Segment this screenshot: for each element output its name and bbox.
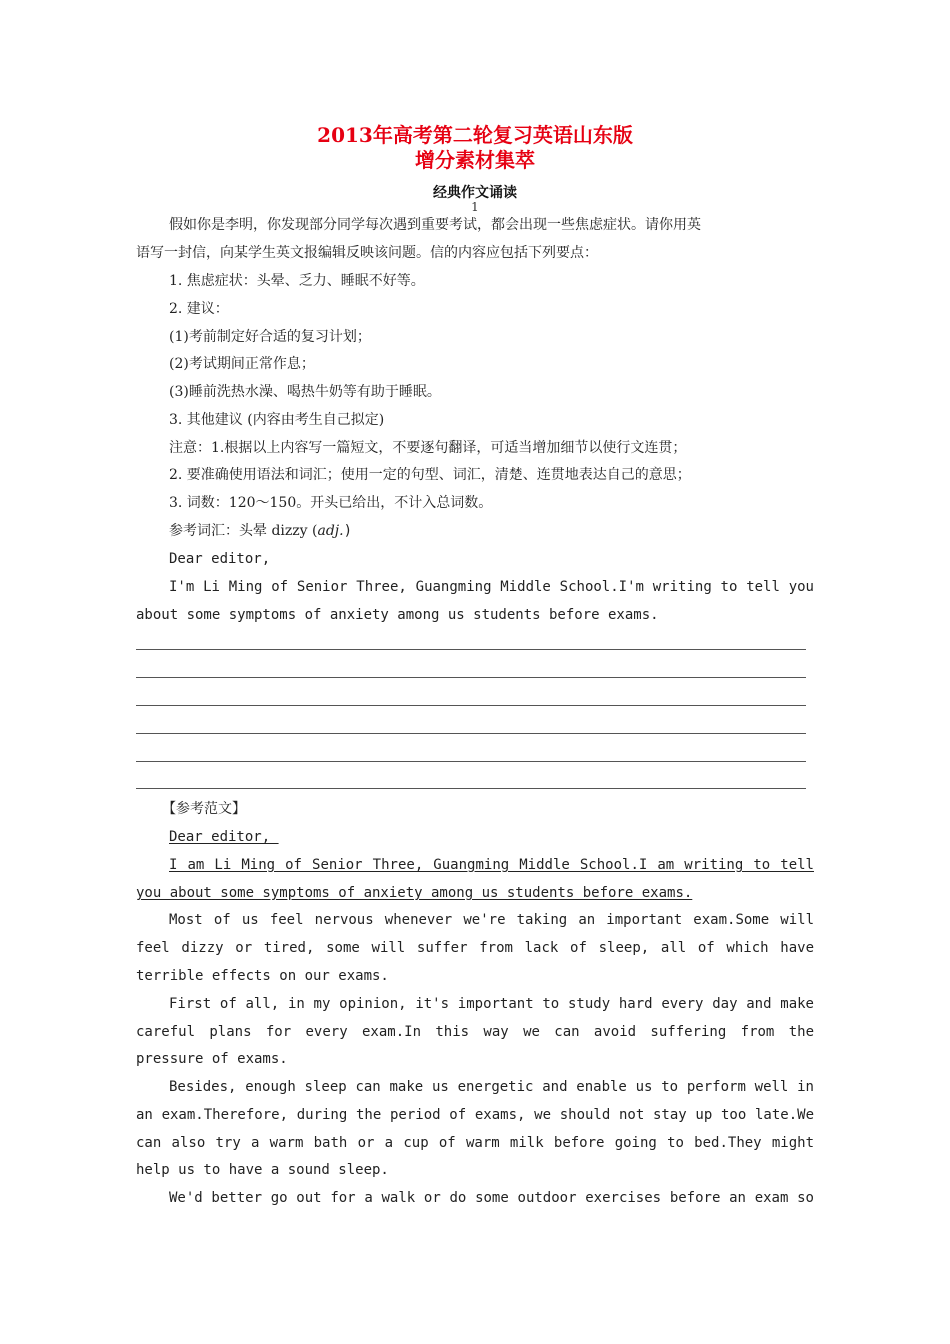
section-title: 经典作文诵读 bbox=[433, 185, 517, 201]
prompt-sub-1: (1)考前制定好合适的复习计划； bbox=[169, 329, 371, 345]
model-p5-line1: We'd better go out for a walk or do some outdoor exercises before an exam so bbox=[169, 1190, 814, 1206]
model-greeting: Dear editor, bbox=[169, 829, 279, 845]
model-p2-line3: terrible effects on our exams. bbox=[136, 968, 389, 984]
prompt-intro-line2: 语写一封信，向某学生英文报编辑反映该问题。信的内容应包括下列要点： bbox=[136, 245, 598, 261]
vocab-pos: adj. bbox=[317, 523, 344, 539]
answer-line bbox=[136, 649, 806, 650]
doc-title-line2: 增分素材集萃 bbox=[415, 148, 535, 172]
prompt-sub-2: (2)考试期间正常作息； bbox=[169, 356, 315, 372]
model-p2-line2: feel dizzy or tired, some will suffer from lack of sleep, all of which have bbox=[136, 940, 814, 956]
vocab-suffix: ) bbox=[343, 523, 353, 539]
answer-line bbox=[136, 705, 806, 706]
model-p4-line3: can also try a warm bath or a cup of warm milk before going to bed.They might bbox=[136, 1135, 814, 1151]
model-essay-label: 【参考范文】 bbox=[162, 801, 246, 817]
answer-line bbox=[136, 677, 806, 678]
prompt-sub-3: (3)睡前洗热水澡、喝热牛奶等有助于睡眠。 bbox=[169, 384, 441, 400]
answer-line bbox=[136, 761, 806, 762]
prompt-point-2: 2. 建议： bbox=[169, 301, 229, 317]
section-number: 1 bbox=[471, 200, 479, 214]
prompt-intro-line1: 假如你是李明，你发现部分同学每次遇到重要考试，都会出现一些焦虑症状。请你用英 bbox=[169, 217, 701, 233]
answer-line bbox=[136, 733, 806, 734]
prompt-opening-line2: about some symptoms of anxiety among us students before exams. bbox=[136, 607, 659, 623]
model-p3-line3: pressure of exams. bbox=[136, 1051, 288, 1067]
answer-line bbox=[136, 788, 806, 789]
prompt-note-3: 3. 词数：120～150。开头已给出，不计入总词数。 bbox=[169, 495, 493, 511]
prompt-note-2: 2. 要准确使用语法和词汇；使用一定的句型、词汇，清楚、连贯地表达自己的意思； bbox=[169, 467, 691, 483]
prompt-opening-line1: I'm Li Ming of Senior Three, Guangming Middle School.I'm writing to tell you bbox=[169, 579, 814, 595]
prompt-vocab bbox=[169, 522, 352, 540]
prompt-note-1: 注意：1.根据以上内容写一篇短文，不要逐句翻译，可适当增加细节以使行文连贯； bbox=[169, 440, 687, 456]
prompt-point-1: 1. 焦虑症状：头晕、乏力、睡眠不好等。 bbox=[169, 273, 425, 289]
doc-title-line1: 2013年高考第二轮复习英语山东版 bbox=[317, 123, 633, 147]
model-p1-line1: I am Li Ming of Senior Three, Guangming Middle School.I am writing to tell bbox=[169, 857, 814, 873]
model-p1-line2: you about some symptoms of anxiety among us students before exams. bbox=[136, 885, 693, 901]
vocab-prefix: 参考词汇：头晕 dizzy ( bbox=[169, 523, 318, 539]
model-p4-line2: an exam.Therefore, during the period of exams, we should not stay up too late.We bbox=[136, 1107, 814, 1123]
prompt-greeting: Dear editor, bbox=[169, 551, 271, 567]
model-p3-line2: careful plans for every exam.In this way we can avoid suffering from the bbox=[136, 1024, 814, 1040]
model-p4-line4: help us to have a sound sleep. bbox=[136, 1162, 389, 1178]
prompt-point-3: 3. 其他建议 (内容由考生自己拟定) bbox=[169, 412, 385, 428]
model-p3-line1: First of all, in my opinion, it's important to study hard every day and make bbox=[169, 996, 814, 1012]
model-p2-line1: Most of us feel nervous whenever we're taking an important exam.Some will bbox=[169, 912, 814, 928]
model-p4-line1: Besides, enough sleep can make us energetic and enable us to perform well in bbox=[169, 1079, 814, 1095]
